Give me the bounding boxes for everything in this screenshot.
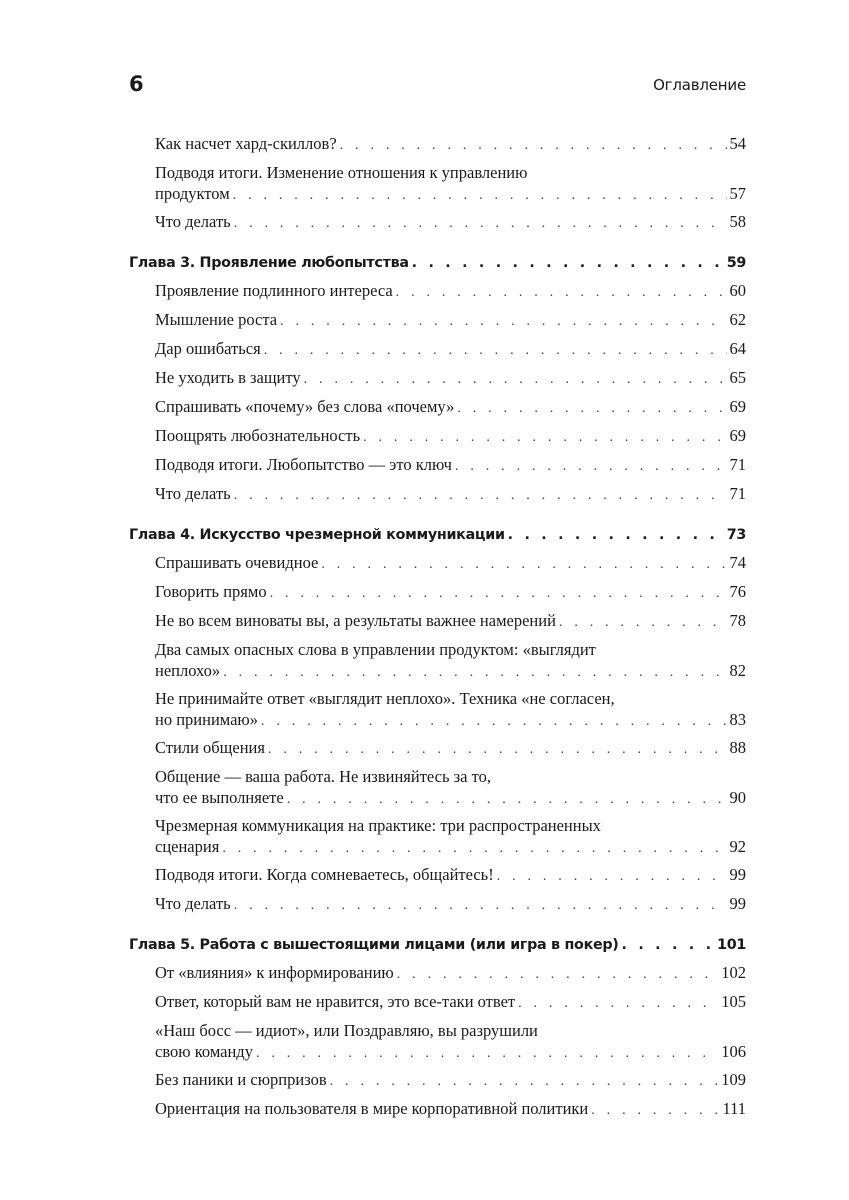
- toc-entry-title-line: Два самых опасных слова в управлении продуктом: «выглядит: [155, 640, 596, 659]
- toc-entry[interactable]: [155, 639, 746, 683]
- dot-leader: [268, 739, 727, 760]
- toc-entry-title: свою команду: [155, 1042, 253, 1061]
- toc-entry-page: 60: [729, 281, 746, 300]
- chapter-title: Глава 3. Проявление любопытства: [129, 255, 409, 271]
- dot-leader: [397, 964, 718, 985]
- toc-entry[interactable]: [155, 1069, 746, 1092]
- toc-entry-page: 76: [729, 582, 746, 601]
- dot-leader: [234, 895, 727, 916]
- toc-entry-title: Говорить прямо: [155, 582, 267, 601]
- toc-entry-title-line: Подводя итоги. Изменение отношения к управлению: [155, 163, 528, 182]
- toc-entry-page: 105: [721, 992, 746, 1011]
- toc-entry-title: продуктом: [155, 184, 230, 203]
- dot-leader: [264, 340, 727, 361]
- chapter-page: 59: [726, 255, 746, 271]
- toc-entry-title: От «влияния» к информированию: [155, 963, 394, 982]
- toc-entry-page: 88: [729, 738, 746, 757]
- toc-entry-page: 62: [729, 310, 746, 329]
- toc-entry[interactable]: [155, 396, 746, 419]
- dot-leader: [396, 282, 727, 303]
- chapter-page: 101: [717, 937, 746, 953]
- toc-entry[interactable]: [155, 991, 746, 1014]
- toc-entry-title: что ее выполняете: [155, 788, 284, 807]
- toc-entry-title: но принимаю»: [155, 710, 259, 729]
- dot-leader: [518, 993, 718, 1014]
- toc-entry[interactable]: [155, 162, 746, 206]
- toc-entry-page: 99: [729, 865, 746, 884]
- toc-entry[interactable]: [155, 962, 746, 985]
- toc-entry[interactable]: [155, 211, 746, 234]
- toc-chapter-3[interactable]: [129, 253, 746, 273]
- dot-leader: [270, 583, 727, 604]
- toc-entry[interactable]: [155, 1098, 746, 1121]
- toc-entry-title: Мышление роста: [155, 310, 278, 329]
- toc-entry-page: 102: [721, 963, 746, 982]
- toc-entry[interactable]: [155, 552, 746, 575]
- dot-leader: [261, 711, 726, 732]
- chapter-title: Глава 4. Искусство чрезмерной коммуникации: [129, 527, 505, 543]
- dot-leader: [234, 213, 727, 234]
- toc-entry-title-line: «Наш босс — идиот», или Поздравляю, вы разрушили: [155, 1021, 538, 1040]
- dot-leader: [223, 662, 726, 683]
- toc-entry[interactable]: [155, 815, 746, 859]
- toc-entry[interactable]: [155, 688, 746, 732]
- toc-entry[interactable]: [155, 737, 746, 760]
- toc-entry-title: Дар ошибаться: [155, 339, 261, 358]
- toc-entry-title: Спрашивать «почему» без слова «почему»: [155, 397, 455, 416]
- toc-entry-title-line: Чрезмерная коммуникация на практике: три распространенных: [155, 816, 601, 835]
- toc-entry[interactable]: [155, 610, 746, 633]
- toc-entry[interactable]: [155, 893, 746, 916]
- toc-entry-page: 106: [721, 1042, 746, 1061]
- dot-leader: [287, 789, 727, 810]
- toc-entry-page: 92: [729, 837, 746, 856]
- running-head: Оглавление: [653, 76, 746, 94]
- toc-entry[interactable]: [155, 280, 746, 303]
- toc-entry-page: 99: [729, 894, 746, 913]
- toc-chapter-5[interactable]: [129, 935, 746, 955]
- chapter-title: Глава 5. Работа с вышестоящими лицами (или игра в покер): [129, 937, 619, 953]
- toc-entry-title: Что делать: [155, 484, 231, 503]
- dot-leader: [457, 398, 726, 419]
- toc-entry[interactable]: [155, 581, 746, 604]
- toc-entry-title: сценария: [155, 837, 220, 856]
- toc-entry[interactable]: [155, 338, 746, 361]
- toc-entry[interactable]: [155, 133, 746, 156]
- dot-leader: [222, 838, 726, 859]
- dot-leader: [304, 369, 727, 390]
- dot-leader: [559, 612, 727, 633]
- toc-entry-page: 71: [729, 455, 746, 474]
- dot-leader: [234, 485, 727, 506]
- chapter-page: 73: [726, 527, 746, 543]
- toc-entry-page: 64: [729, 339, 746, 358]
- toc-entry-title: Поощрять любознательность: [155, 426, 361, 445]
- dot-leader: [340, 135, 727, 156]
- toc-entry-title-line: Не принимайте ответ «выглядит неплохо». Техника «не согласен,: [155, 689, 615, 708]
- toc-entry-title: Проявление подлинного интереса: [155, 281, 393, 300]
- toc-entry-page: 90: [729, 788, 746, 807]
- toc-entry-title: Что делать: [155, 212, 231, 231]
- dot-leader: [412, 253, 724, 273]
- toc-entry[interactable]: [155, 309, 746, 332]
- toc-entry-page: 69: [729, 397, 746, 416]
- toc-entry[interactable]: [155, 1020, 746, 1064]
- toc-entry-page: 78: [729, 611, 746, 630]
- toc-entry[interactable]: [155, 864, 746, 887]
- toc-entry-title: Ответ, который вам не нравится, это все-таки ответ: [155, 992, 516, 1011]
- toc-entry-page: 109: [721, 1070, 746, 1089]
- toc-entry-title: Ориентация на пользователя в мире корпоративной политики: [155, 1099, 589, 1118]
- toc-entry-title: Стили общения: [155, 738, 265, 757]
- toc-entry-title: Без паники и сюрпризов: [155, 1070, 327, 1089]
- dot-leader: [321, 554, 726, 575]
- dot-leader: [497, 866, 727, 887]
- toc-entry[interactable]: [155, 483, 746, 506]
- toc-entry-page: 71: [729, 484, 746, 503]
- toc-entry-page: 83: [729, 710, 746, 729]
- dot-leader: [233, 185, 727, 206]
- toc-entry-page: 69: [729, 426, 746, 445]
- toc-entry-page: 58: [729, 212, 746, 231]
- dot-leader: [256, 1043, 718, 1064]
- toc-entry-title: Как насчет хард-скиллов?: [155, 134, 337, 153]
- toc-entry-page: 111: [722, 1099, 746, 1118]
- dot-leader: [363, 427, 726, 448]
- table-of-contents: [129, 133, 746, 1127]
- toc-entry[interactable]: [155, 425, 746, 448]
- toc-entry-page: 65: [729, 368, 746, 387]
- page-number: 6: [129, 72, 144, 96]
- toc-entry-title: Что делать: [155, 894, 231, 913]
- toc-entry-page: 57: [729, 184, 746, 203]
- toc-entry[interactable]: [155, 367, 746, 390]
- toc-entry-page: 82: [729, 661, 746, 680]
- toc-entry-title: Не во всем виноваты вы, а результаты важнее намерений: [155, 611, 556, 630]
- toc-entry[interactable]: [155, 454, 746, 477]
- toc-entry-title: Подводя итоги. Когда сомневаетесь, общайтесь!: [155, 865, 494, 884]
- toc-entry[interactable]: [155, 766, 746, 810]
- dot-leader: [280, 311, 726, 332]
- toc-entry-page: 74: [729, 553, 746, 572]
- toc-entry-title-line: Общение — ваша работа. Не извиняйтесь за то,: [155, 767, 491, 786]
- dot-leader: [330, 1071, 719, 1092]
- toc-entry-title: Не уходить в защиту: [155, 368, 301, 387]
- toc-entry-page: 54: [729, 134, 746, 153]
- toc-entry-title: Подводя итоги. Любопытство — это ключ: [155, 455, 452, 474]
- dot-leader: [622, 935, 715, 955]
- toc-entry-title: неплохо»: [155, 661, 221, 680]
- dot-leader: [508, 525, 724, 545]
- toc-chapter-4[interactable]: [129, 525, 746, 545]
- dot-leader: [591, 1100, 719, 1121]
- dot-leader: [455, 456, 727, 477]
- toc-entry-title: Спрашивать очевидное: [155, 553, 319, 572]
